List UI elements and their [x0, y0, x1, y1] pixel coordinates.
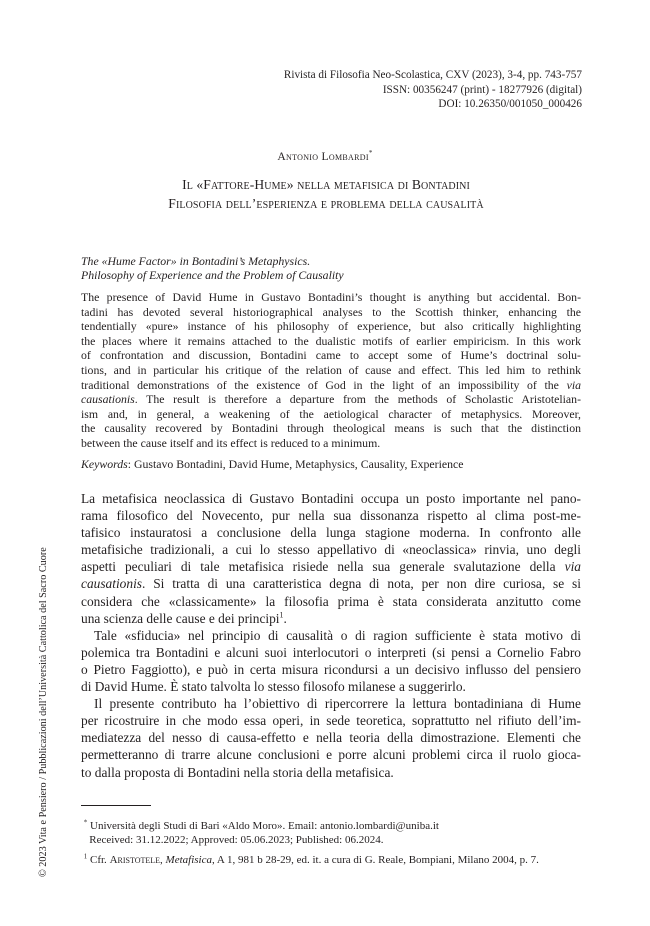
body-line: Tale «sfiducia» nel principio di causalità o di ragion sufficiente è stata motivo di	[94, 627, 581, 643]
body-line: mediatezza del nesso di causa-effetto e nella teoria della dimostrazione. Elementi che	[81, 730, 581, 746]
body-text: . Si tratta di una caratteristica degna di nota, per non dire curiosa, se si	[142, 576, 581, 592]
author-name: Antonio Lombardi	[277, 150, 369, 163]
body-text: una scienza delle cause e dei principi	[81, 610, 280, 626]
abstract-text: traditional demonstrations of the existence of God in the light of an impossibility of the	[81, 377, 559, 392]
english-title-line-2: Philosophy of Experience and the Problem of Causality	[81, 268, 344, 283]
journal-header	[284, 68, 582, 112]
copyright-sidebar: © 2023 Vita e Pensiero / Pubblicazioni dell’Università Cattolica del Sacro Cuore	[38, 547, 49, 877]
affiliation-mark: *	[83, 818, 88, 827]
affiliation-text: Università degli Studi di Bari «Aldo Moro». Email: antonio.lombardi@uniba.it	[90, 820, 439, 832]
footnote-1-mark: 1	[83, 852, 88, 861]
abstract-italic: causationis	[81, 392, 135, 407]
body-text	[81, 490, 581, 781]
dates-note	[81, 833, 539, 847]
footnote-1-author: Aristotele	[109, 854, 161, 867]
body-line: di David Hume. È stato talvolta lo stesso filosofo milanese a suggerirlo.	[81, 679, 466, 695]
abstract-line: of confrontation and discussion, Bontadini came to accept some of Hume’s doctrinal solu-	[81, 348, 581, 363]
keywords-list: : Gustavo Bontadini, David Hume, Metaphysics, Causality, Experience	[127, 457, 464, 471]
author-footnote-mark[interactable]: *	[368, 149, 373, 158]
dates-text: Received: 31.12.2022; Approved: 05.06.2023; Published: 06.2024.	[89, 834, 384, 847]
body-line: polemica tra Bontadini e alcuni suoi interlocutori o interpreti (si pensi a Cornelio Fabro	[81, 644, 581, 660]
footnote-1-text: ,	[160, 854, 163, 867]
keywords-label: Keywords	[81, 457, 128, 471]
footnote-ref-1[interactable]: 1	[279, 610, 284, 620]
doi: DOI: 10.26350/001050_000426	[438, 98, 582, 111]
abstract-line: tions, and in particular his critique of the relation of cause and effect. This led him to rethink	[81, 362, 581, 377]
footnote-1	[81, 853, 539, 867]
abstract-italic: via	[566, 377, 581, 392]
body-line	[81, 575, 581, 592]
body-line: o Pietro Faggiotto), e può in certa misura ricondursi a un decisivo influsso del pensiero	[81, 661, 581, 677]
footnote-1-work: Metafisica	[165, 854, 212, 867]
abstract	[81, 290, 581, 451]
body-line: per ricostruire in che modo essa operi, in sede teoretica, soprattutto nel rifiuto dell’im-	[81, 713, 581, 729]
keywords	[81, 457, 463, 472]
footnote-1-text: Cfr.	[90, 854, 107, 867]
body-text: .	[283, 610, 287, 626]
english-title	[81, 254, 344, 283]
body-line: rama filosofico del Novecento, pur nella sua dissonanza rispetto al clima post-me-	[81, 508, 581, 524]
article-title	[70, 176, 582, 213]
abstract-text: . The result is therefore a departure from the methods of Scholastic Aristotelian-	[134, 392, 581, 407]
body-line: La metafisica neoclassica di Gustavo Bontadini occupa un posto importante nel pano-	[81, 491, 581, 506]
abstract-line: tadini has devoted several historiographical analyses to the Scottish thinker, enhancing the	[81, 304, 581, 319]
journal-citation: Rivista di Filosofia Neo-Scolastica, CXV (2023), 3-4, pp. 743-757	[283, 69, 582, 81]
body-line: metafisiche tradizionali, a cui lo stesso appellativo di «neoclassica» rinvia, uno degli	[81, 542, 581, 558]
footnotes	[81, 819, 539, 868]
abstract-line: the places where it remains attached to the dualistic motifs of earlier empiricism. In this work	[81, 333, 581, 348]
body-line	[81, 558, 581, 575]
title-line-1: Il «Fattore-Hume» nella metafisica di Bontadini	[182, 177, 470, 192]
footnote-1-text: , A 1, 981 b 28-29, ed. it. a cura di G. Reale, Bompiani, Milano 2004, p. 7.	[211, 854, 539, 867]
body-line: tafisico instauratosi a conclusione della lunga stagione moderna. In confronto alle	[81, 525, 581, 541]
body-line: Il presente contributo ha l’obiettivo di ripercorrere la lettura bontadiniana di Hume	[94, 696, 581, 712]
body-line	[81, 610, 581, 627]
abstract-line: tendentially «pure» instance of his philosophy of experience, but also critically highlighting	[81, 319, 581, 334]
abstract-line	[81, 392, 581, 407]
affiliation-note	[81, 819, 539, 833]
body-italic: via	[564, 559, 581, 575]
issn: ISSN: 00356247 (print) - 18277926 (digital)	[382, 83, 582, 96]
author-line	[0, 150, 650, 163]
english-title-line-1: The «Hume Factor» in Bontadini’s Metaphysics.	[81, 254, 311, 268]
body-line: considera che «classicamente» la filosofia prima è stata considerata anzitutto come	[81, 593, 581, 609]
body-line: permetteranno di trarre alcune conclusioni e porre alcuni problemi circa il ruolo gioca-	[81, 747, 581, 763]
abstract-line: between the cause itself and its effect is reduced to a minimum.	[81, 435, 381, 450]
abstract-line	[81, 378, 581, 393]
footnote-divider	[81, 805, 151, 806]
body-line: to dalla proposta di Bontadini nella storia della metafisica.	[81, 764, 394, 780]
body-text: aspetti peculiari di tale metafisica risiede nella sua generale svalutazione della	[81, 559, 556, 575]
body-italic: causationis	[81, 576, 143, 592]
title-line-2: Filosofia dell’esperienza e problema della causalità	[168, 195, 484, 211]
abstract-line: the causality recovered by Bontadini through theological means is such that the distinction	[81, 421, 581, 436]
abstract-line: The presence of David Hume in Gustavo Bontadini’s thought is anything but accidental. Bon-	[81, 290, 581, 304]
abstract-line: ism and, in general, a weakening of the aetiological character of metaphysics. Moreover,	[81, 406, 581, 421]
